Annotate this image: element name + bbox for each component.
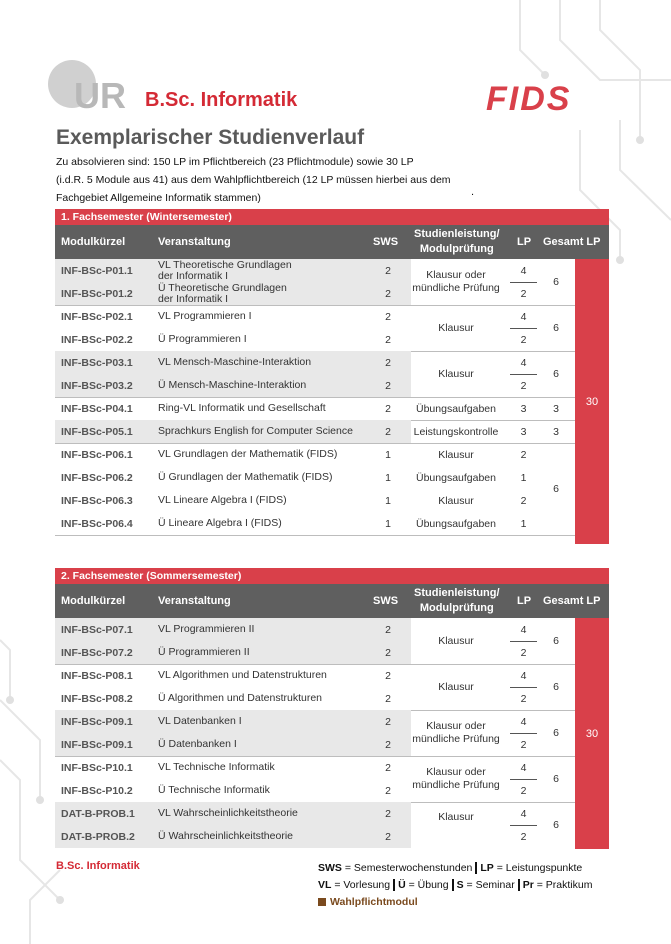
lp-value: 2 (520, 830, 527, 843)
table-row (55, 259, 609, 282)
module-code: INF-BSc-P02.1 (61, 310, 133, 323)
sws-value: 2 (385, 379, 391, 392)
course-title: VL Grundlagen der Mathematik (FIDS) (158, 448, 338, 460)
module-code: INF-BSc-P09.1 (55, 733, 153, 756)
module-code: INF-BSc-P06.1 (61, 448, 133, 461)
exam-type-line: Klausur oder (426, 269, 486, 281)
exam-type-line: mündliche Prüfung (412, 779, 500, 791)
legend-abbr: VL (318, 879, 332, 891)
lp-value: 2 (520, 333, 527, 346)
course-title: Ü Mensch-Maschine-Interaktion (153, 374, 411, 397)
exam-type (411, 710, 501, 756)
module-code: DAT-B-PROB.1 (55, 802, 153, 825)
module-code: INF-BSc-P02.2 (61, 333, 133, 346)
row-divider (510, 374, 537, 375)
sws-value: 1 (385, 448, 391, 461)
lp-value: 2 (520, 738, 527, 751)
sws-value: 2 (385, 646, 391, 659)
lp-value: 3 (520, 425, 527, 438)
exam-type: Übungsaufgaben (416, 402, 496, 415)
col-code-header: Modulkürzel (61, 236, 126, 248)
exam-type: Klausur (438, 448, 474, 461)
legend-line (318, 877, 592, 894)
legend-abbr: Pr (522, 879, 534, 891)
lp-value: 4 (520, 310, 527, 323)
course-title: Ü Programmieren II (153, 641, 411, 664)
table-row (55, 779, 609, 802)
semester-title: 2. Fachsemester (Sommersemester) (55, 568, 609, 584)
course-title: Ü Algorithmen und Datenstrukturen (158, 692, 323, 704)
table-row (55, 351, 609, 374)
course-title: VL Wahrscheinlichkeitstheorie (153, 802, 411, 825)
row-divider (510, 779, 537, 780)
col-title-header: Veranstaltung (158, 236, 231, 248)
col-sws-header: SWS (373, 236, 399, 248)
exam-type: Leistungskontrolle (413, 425, 499, 438)
module-code: INF-BSc-P05.1 (55, 420, 153, 443)
table-row (55, 802, 609, 825)
col-sl-header (414, 584, 500, 618)
lp-value: 2 (520, 287, 527, 300)
sws-value: 2 (385, 669, 391, 682)
module-code: INF-BSc-P10.2 (61, 784, 133, 797)
exam-type (411, 259, 501, 305)
table-row (55, 664, 609, 687)
exam-type-line: mündliche Prüfung (412, 282, 500, 294)
table-row (55, 512, 609, 535)
module-code: INF-BSc-P08.2 (61, 692, 133, 705)
sws-value: 2 (385, 623, 391, 636)
exam-type-line: Klausur oder (426, 720, 486, 732)
intro-text (56, 153, 496, 207)
legend (318, 860, 592, 911)
lp-value: 2 (520, 692, 527, 705)
course-title: Ü Datenbanken I (153, 733, 411, 756)
col-lp-header: LP (517, 236, 532, 248)
course-title: VL Technische Informatik (158, 761, 275, 773)
course-title: Ü Wahrscheinlichkeitstheorie (153, 825, 411, 848)
wahlpflicht-label: Wahlpflichtmodul (330, 896, 418, 908)
sws-value: 2 (385, 715, 391, 728)
lp-value: 2 (520, 379, 527, 392)
table-row (55, 328, 609, 351)
exam-type-line: mündliche Prüfung (412, 733, 500, 745)
col-sl-header-line: Modulprüfung (419, 243, 494, 255)
exam-type-line: Klausur oder (426, 766, 486, 778)
lp-value: 2 (520, 448, 527, 461)
exam-type: Klausur (438, 680, 474, 693)
footer-program: B.Sc. Informatik (56, 860, 140, 872)
col-total-header: Gesamt LP (543, 595, 601, 607)
lp-value: 4 (520, 807, 527, 820)
table-row (55, 489, 609, 512)
legend-line (318, 894, 592, 911)
sws-value: 1 (385, 471, 391, 484)
module-total-lp: 6 (553, 275, 559, 288)
table-row (55, 710, 609, 733)
module-total-lp: 6 (553, 772, 559, 785)
col-code-header: Modulkürzel (61, 595, 126, 607)
sws-value: 2 (385, 830, 391, 843)
legend-abbr: Ü (398, 879, 406, 891)
wahlpflicht-square-icon (318, 898, 326, 906)
module-code: INF-BSc-P06.4 (61, 517, 133, 530)
sws-value: 2 (385, 738, 391, 751)
course-title-line: der Informatik I (158, 269, 229, 282)
exam-type: Klausur (438, 810, 474, 823)
table-row (55, 756, 609, 779)
course-title-line: Ü Theoretische Grundlagen (158, 281, 287, 294)
lp-value: 1 (520, 471, 527, 484)
col-sl-header-line: Studienleistung/ (414, 587, 500, 599)
col-sl-header (414, 225, 500, 259)
course-title: VL Programmieren I (158, 310, 252, 322)
course-title: Ü Lineare Algebra I (FIDS) (158, 517, 282, 529)
table-row (55, 282, 609, 305)
table-row (55, 733, 609, 756)
row-divider (510, 328, 537, 329)
col-sl-header-line: Modulprüfung (419, 602, 494, 614)
legend-divider (452, 879, 454, 891)
course-title: VL Programmieren II (153, 618, 411, 641)
sws-value: 2 (385, 287, 391, 300)
module-total-lp: 3 (553, 425, 559, 438)
semester-title: 1. Fachsemester (Wintersemester) (55, 209, 609, 225)
table-row (55, 641, 609, 664)
legend-text: = Seminar (463, 879, 515, 891)
exam-type (411, 756, 501, 802)
table-row (55, 374, 609, 397)
module-code: INF-BSc-P01.1 (55, 259, 153, 282)
sws-value: 1 (385, 494, 391, 507)
lp-value: 2 (520, 784, 527, 797)
table-row (55, 618, 609, 641)
module-total-lp: 6 (553, 367, 559, 380)
module-total-lp: 6 (553, 726, 559, 739)
module-code: INF-BSc-P07.1 (55, 618, 153, 641)
course-title: Sprachkurs English for Computer Science (153, 420, 411, 443)
row-divider (510, 687, 537, 688)
legend-text: = Praktikum (533, 879, 593, 891)
course-title: VL Algorithmen und Datenstrukturen (158, 669, 327, 681)
module-code: INF-BSc-P01.2 (55, 282, 153, 305)
module-code: DAT-B-PROB.2 (55, 825, 153, 848)
legend-text: = Semesterwochenstunden (341, 862, 473, 874)
legend-divider (393, 879, 395, 891)
sws-value: 2 (385, 402, 391, 415)
module-total-lp: 6 (553, 321, 559, 334)
module-code: INF-BSc-P06.2 (61, 471, 133, 484)
semester-2-table (55, 568, 609, 849)
course-title-line: der Informatik I (158, 292, 229, 305)
sws-value: 2 (385, 692, 391, 705)
intro-dot: . (471, 186, 475, 198)
sws-value: 2 (385, 807, 391, 820)
legend-line (318, 860, 592, 877)
exam-type: Klausur (438, 367, 474, 380)
module-code: INF-BSc-P07.2 (55, 641, 153, 664)
row-separator (55, 535, 575, 536)
fids-logo-letters: FIDS (486, 83, 572, 113)
legend-abbr: LP (480, 862, 494, 874)
course-title: VL Lineare Algebra I (FIDS) (158, 494, 287, 506)
semester-total-lp: 30 (575, 259, 609, 544)
sws-value: 2 (385, 784, 391, 797)
module-total-lp: 3 (553, 402, 559, 415)
sws-value: 2 (385, 264, 391, 277)
module-total-lp: 6 (553, 818, 559, 831)
course-title: VL Datenbanken I (153, 710, 411, 733)
exam-type: Übungsaufgaben (416, 471, 496, 484)
legend-text: = Vorlesung (331, 879, 391, 891)
module-code: INF-BSc-P08.1 (61, 669, 133, 682)
legend-text: = Übung (405, 879, 449, 891)
row-divider (510, 641, 537, 642)
sws-value: 2 (385, 333, 391, 346)
table-row (55, 420, 609, 443)
course-title: Ü Programmieren I (158, 333, 247, 345)
intro-line: Zu absolvieren sind: 150 LP im Pflichtbereich (23 Pflichtmodule) sowie 30 LP (56, 156, 414, 168)
table-row (55, 825, 609, 848)
exam-type: Klausur (438, 321, 474, 334)
legend-divider (518, 879, 520, 891)
intro-line: (i.d.R. 5 Module aus 41) aus dem Wahlpflichtbereich (12 LP müssen hierbei aus dem (56, 174, 451, 186)
lp-value: 4 (520, 761, 527, 774)
module-total-lp: 6 (553, 634, 559, 647)
table-row (55, 443, 609, 466)
course-title: VL Mensch-Maschine-Interaktion (153, 351, 411, 374)
module-code: INF-BSc-P10.1 (61, 761, 133, 774)
table-header (55, 225, 609, 259)
lp-value: 4 (520, 623, 527, 636)
lp-value: 4 (520, 669, 527, 682)
row-divider (510, 733, 537, 734)
module-code: INF-BSc-P09.1 (55, 710, 153, 733)
row-divider (510, 282, 537, 283)
intro-line: Fachgebiet Allgemeine Informatik stammen) (56, 192, 261, 204)
sws-value: 2 (385, 761, 391, 774)
sws-value: 2 (385, 425, 391, 438)
sws-value: 2 (385, 356, 391, 369)
sws-value: 2 (385, 310, 391, 323)
lp-value: 4 (520, 715, 527, 728)
lp-value: 3 (520, 402, 527, 415)
col-sl-header-line: Studienleistung/ (414, 228, 500, 240)
lp-value: 1 (520, 517, 527, 530)
col-title-header: Veranstaltung (158, 595, 231, 607)
program-title: B.Sc. Informatik (145, 89, 298, 111)
course-title-line: VL Theoretische Grundlagen (158, 258, 292, 271)
lp-value: 4 (520, 264, 527, 277)
module-total-lp: 6 (553, 680, 559, 693)
ur-logo-letters: UR (74, 75, 126, 116)
legend-abbr: S (456, 879, 464, 891)
table-row (55, 687, 609, 710)
module-code: INF-BSc-P04.1 (61, 402, 133, 415)
module-total-lp: 6 (553, 482, 559, 495)
ur-logo (46, 58, 136, 118)
table-header (55, 584, 609, 618)
lp-value: 2 (520, 494, 527, 507)
course-title: Ü Technische Informatik (158, 784, 270, 796)
lp-value: 2 (520, 646, 527, 659)
exam-type: Übungsaufgaben (416, 517, 496, 530)
legend-divider (475, 862, 477, 874)
col-total-header: Gesamt LP (543, 236, 601, 248)
sws-value: 1 (385, 517, 391, 530)
course-title: Ü Grundlagen der Mathematik (FIDS) (158, 471, 333, 483)
semester-1-table (55, 209, 609, 544)
fids-logo (486, 83, 610, 113)
module-code: INF-BSc-P03.2 (55, 374, 153, 397)
semester-total-lp: 30 (575, 618, 609, 849)
table-row (55, 397, 609, 420)
exam-type: Klausur (438, 494, 474, 507)
legend-text: = Leistungspunkte (493, 862, 583, 874)
module-code: INF-BSc-P03.1 (55, 351, 153, 374)
module-code: INF-BSc-P06.3 (61, 494, 133, 507)
table-row (55, 305, 609, 328)
exam-type: Klausur (438, 634, 474, 647)
course-title: Ring-VL Informatik und Gesellschaft (158, 402, 326, 414)
table-row (55, 466, 609, 489)
lp-value: 4 (520, 356, 527, 369)
row-divider (510, 825, 537, 826)
page-heading: Exemplarischer Studienverlauf (56, 126, 365, 149)
legend-abbr: SWS (318, 862, 342, 874)
col-sws-header: SWS (373, 595, 399, 607)
col-lp-header: LP (517, 595, 532, 607)
